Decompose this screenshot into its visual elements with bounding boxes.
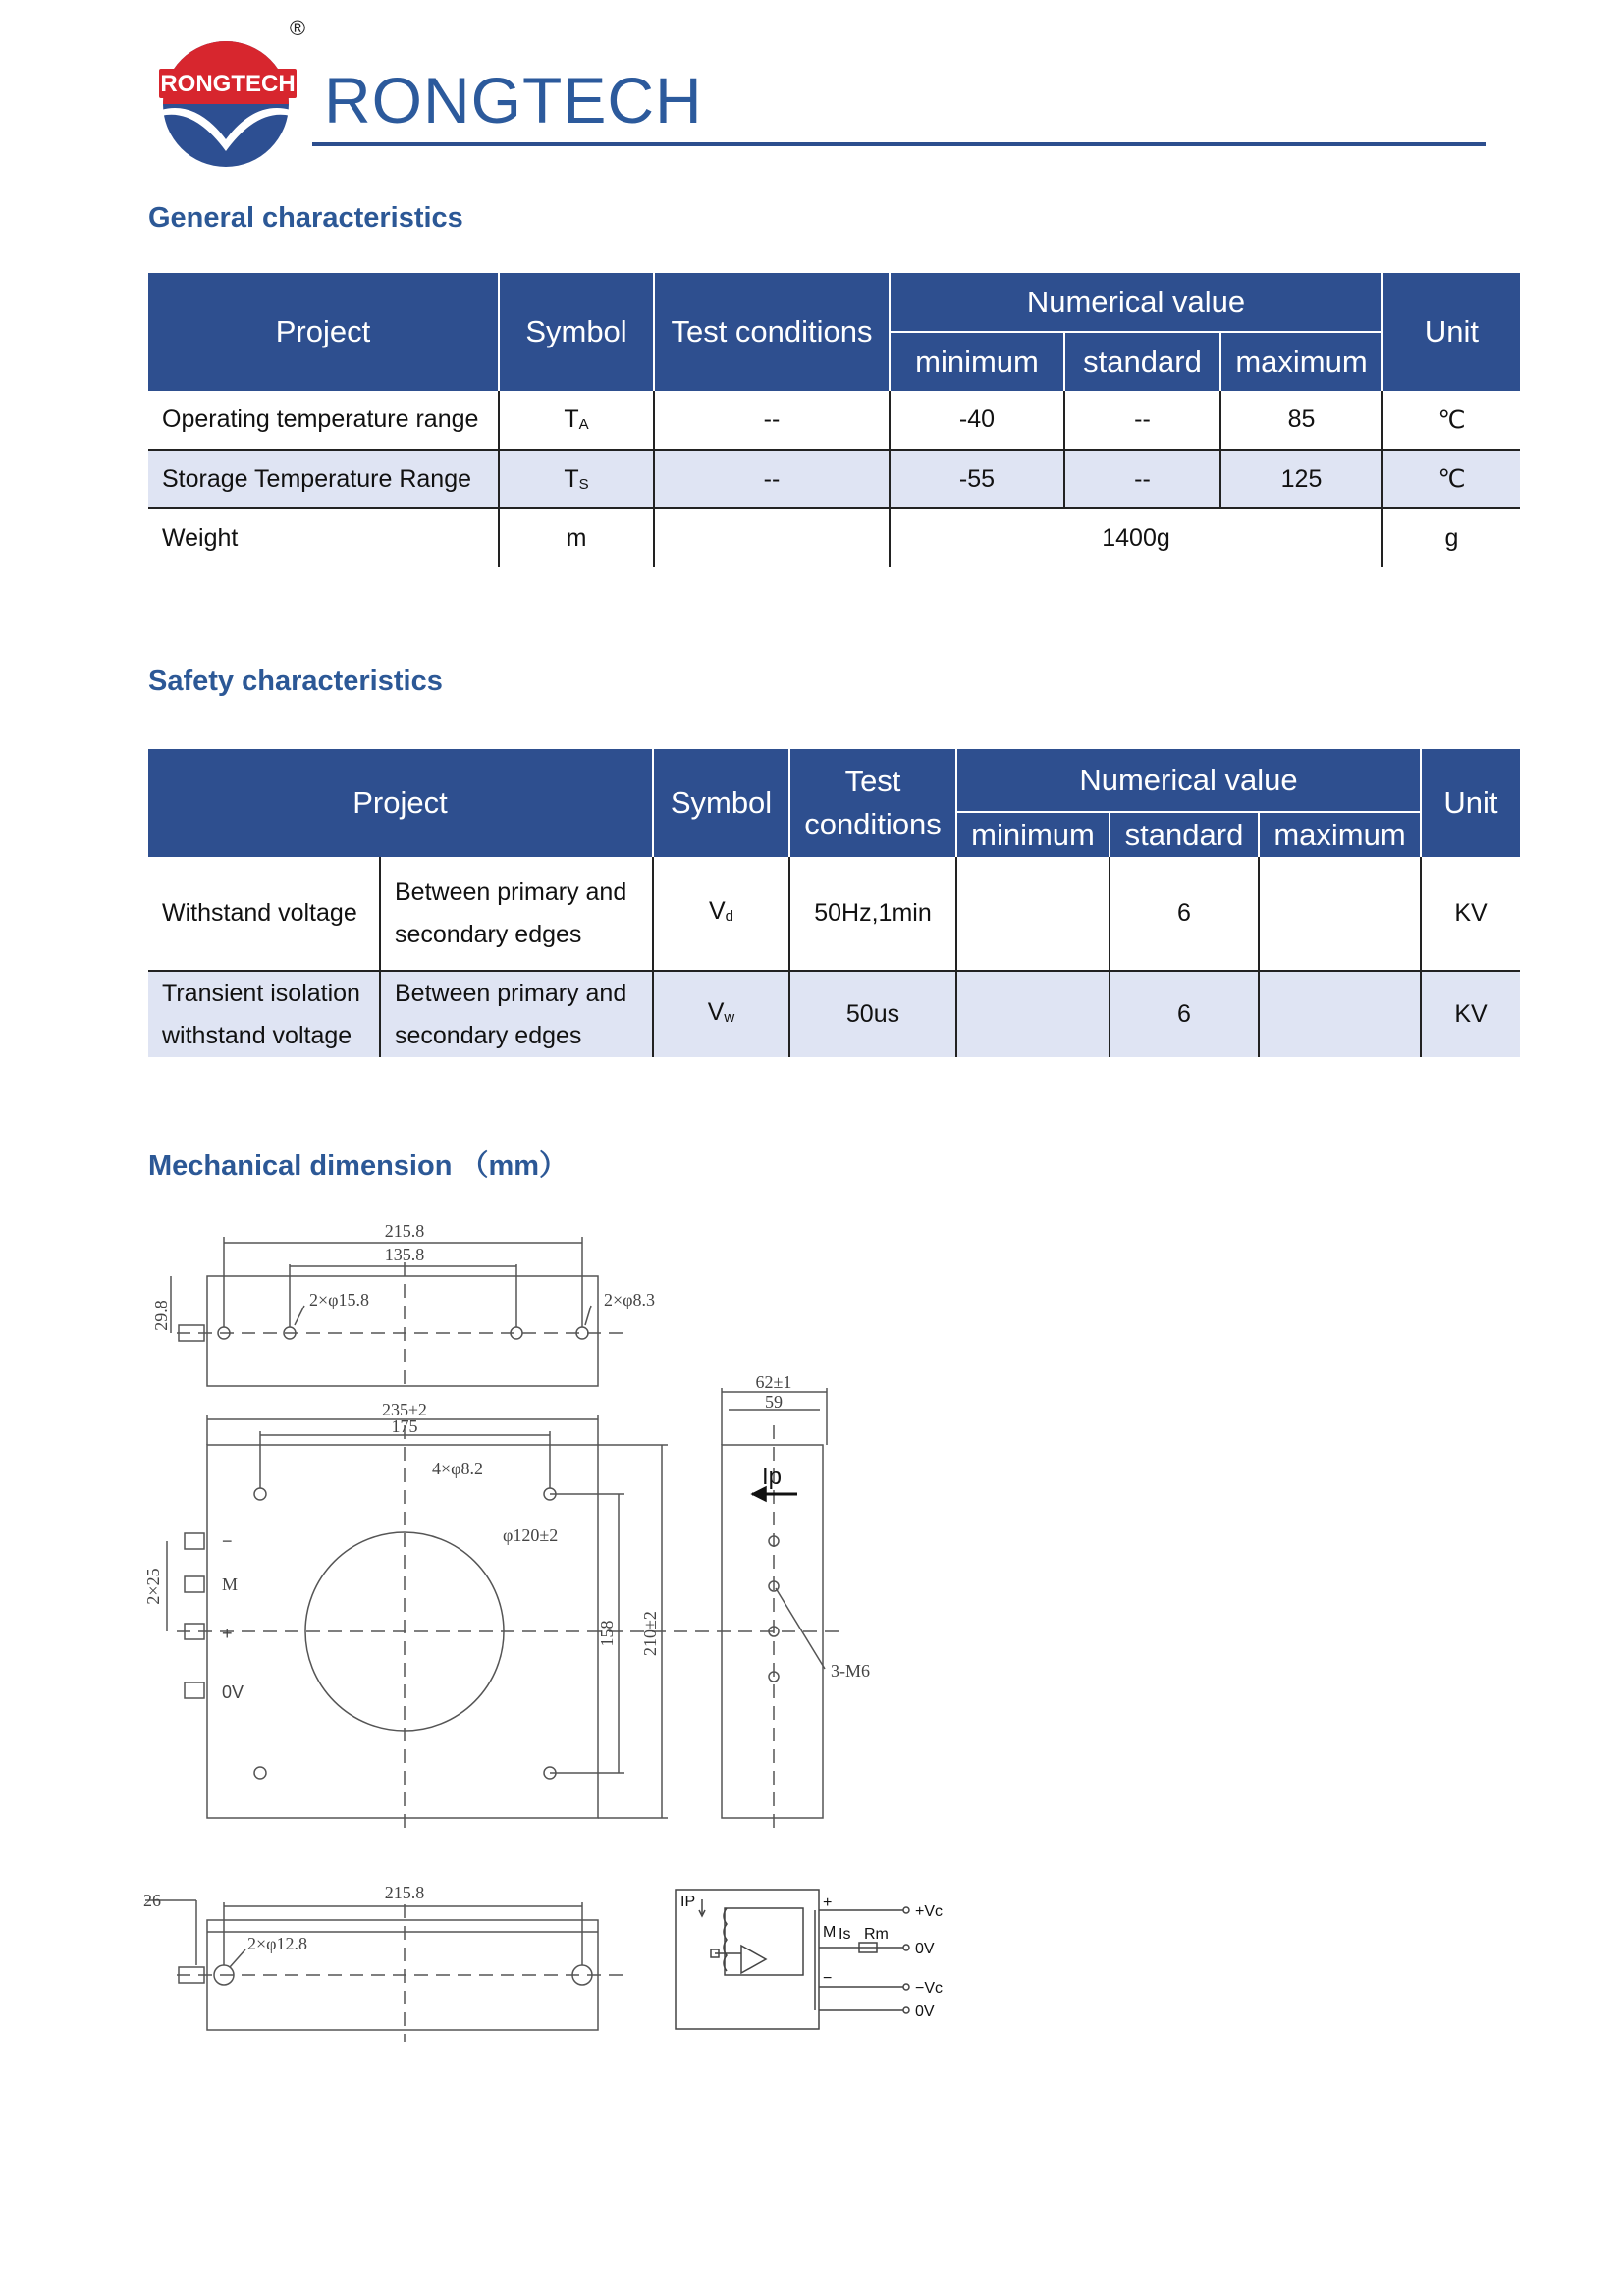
cell-max: 125	[1220, 450, 1382, 508]
cell-min: -55	[890, 450, 1064, 508]
general-characteristics-table	[148, 273, 1520, 567]
dim-235: 235±2	[382, 1400, 427, 1419]
dim-2x-15-8: 2×φ15.8	[309, 1290, 370, 1309]
table-row	[148, 450, 1520, 508]
header-test-conditions: Test conditions	[789, 749, 956, 857]
mechanical-dimension-title: Mechanical dimension （mm）	[148, 1150, 568, 1182]
cell-max	[1259, 857, 1421, 971]
header-maximum: maximum	[1220, 332, 1382, 391]
dim-26: 26	[143, 1891, 161, 1910]
general-characteristics-title: General characteristics	[148, 202, 463, 234]
circuit-rm-label: Rm	[864, 1926, 889, 1943]
cell-weight-value: 1400g	[890, 508, 1382, 567]
header-numerical-value: Numerical value	[890, 273, 1382, 332]
pin-m-label: M	[222, 1575, 239, 1594]
table-row	[148, 857, 1520, 971]
circuit-vc-pos-label: +Vc	[915, 1903, 944, 1920]
circuit-m-label: M	[823, 1924, 837, 1941]
header-unit: Unit	[1421, 749, 1520, 857]
logo-text: RONGTECH	[160, 71, 296, 97]
cell-unit: ℃	[1382, 450, 1520, 508]
circuit-0v-label-1: 0V	[915, 1941, 935, 1957]
table-row	[148, 508, 1520, 567]
cell-project-detail: Between primary and secondary edges	[380, 971, 653, 1057]
cell-max	[1259, 971, 1421, 1057]
header-unit: Unit	[1382, 273, 1520, 391]
rongtech-logo	[147, 14, 314, 167]
circuit-vc-neg-label: −Vc	[915, 1980, 944, 1997]
cell-unit: ℃	[1382, 391, 1520, 450]
dim-158: 158	[597, 1620, 617, 1647]
cell-test: --	[654, 391, 890, 450]
header-project: Project	[148, 273, 499, 391]
dim-29-8: 29.8	[151, 1300, 171, 1331]
header-symbol: Symbol	[499, 273, 654, 391]
cell-test: 50Hz,1min	[789, 857, 956, 971]
cell-symbol: $T_A$	[499, 391, 654, 450]
dim-135-8: 135.8	[384, 1245, 425, 1264]
cell-std: --	[1064, 450, 1220, 508]
ip-arrow-label: Ip	[762, 1464, 783, 1490]
header-rule	[312, 142, 1486, 146]
dim-210: 210±2	[640, 1611, 660, 1656]
side-view	[722, 1372, 870, 1836]
cell-symbol: $T_S$	[499, 450, 654, 508]
cell-test: 50us	[789, 971, 956, 1057]
cell-symbol: $V_w$	[653, 971, 789, 1057]
cell-min	[956, 857, 1110, 971]
dim-3-m6: 3-M6	[831, 1661, 870, 1681]
bottom-view	[143, 1883, 628, 2042]
dim-175: 175	[391, 1416, 418, 1436]
cell-test: --	[654, 450, 890, 508]
cell-project-detail: Between primary and secondary edges	[380, 857, 653, 971]
cell-symbol: m	[499, 508, 654, 567]
pin-minus-label: −	[222, 1531, 233, 1551]
cell-project: Storage Temperature Range	[148, 450, 499, 508]
dim-62: 62±1	[755, 1372, 792, 1392]
dim-120: φ120±2	[503, 1525, 559, 1545]
cell-max: 85	[1220, 391, 1382, 450]
cell-std: 6	[1110, 971, 1259, 1057]
cell-std: --	[1064, 391, 1220, 450]
dim-215-8: 215.8	[384, 1221, 425, 1241]
header-symbol: Symbol	[653, 749, 789, 857]
circuit-ip-label: IP	[680, 1894, 696, 1910]
table-row	[148, 391, 1520, 450]
header-numerical-value: Numerical value	[956, 749, 1421, 812]
circuit-minus-label: −	[823, 1970, 833, 1987]
header-project: Project	[148, 749, 653, 857]
cell-unit: g	[1382, 508, 1520, 567]
header-standard: standard	[1110, 812, 1259, 857]
cell-project: Transient isolation withstand voltage	[148, 971, 380, 1057]
cell-unit: KV	[1421, 857, 1520, 971]
dim-2x-12-8: 2×φ12.8	[247, 1934, 308, 1953]
header-minimum: minimum	[956, 812, 1110, 857]
circuit-plus-label: +	[823, 1895, 833, 1911]
circuit-0v-label-2: 0V	[915, 2003, 935, 2020]
dim-215-8-bottom: 215.8	[384, 1883, 425, 1902]
dim-4x-8-2: 4×φ8.2	[432, 1459, 484, 1478]
cell-min	[956, 971, 1110, 1057]
cell-min: -40	[890, 391, 1064, 450]
safety-characteristics-table	[148, 749, 1520, 1057]
header-standard: standard	[1064, 332, 1220, 391]
safety-characteristics-title: Safety characteristics	[148, 666, 443, 697]
cell-project: Withstand voltage	[162, 899, 357, 927]
brand-name: RONGTECH	[324, 64, 703, 136]
header-maximum: maximum	[1259, 812, 1421, 857]
header-test-conditions: Test conditions	[654, 273, 890, 391]
circuit-schematic	[676, 1890, 943, 2029]
front-view	[143, 1400, 844, 1836]
table-row	[148, 971, 1520, 1057]
dim-59: 59	[765, 1392, 783, 1412]
pin-plus-label: +	[222, 1624, 233, 1643]
dim-2x25: 2×25	[143, 1568, 163, 1605]
dim-2x-8-3: 2×φ8.3	[604, 1290, 656, 1309]
cell-unit: KV	[1421, 971, 1520, 1057]
registered-mark: ®	[289, 16, 306, 40]
header-minimum: minimum	[890, 332, 1064, 391]
cell-std: 6	[1110, 857, 1259, 971]
mechanical-drawing	[137, 1207, 982, 2071]
cell-project: Weight	[148, 508, 499, 567]
cell-project: Operating temperature range	[162, 405, 479, 433]
circuit-is-label: Is	[839, 1926, 851, 1943]
top-view	[151, 1221, 655, 1386]
cell-symbol: $V_d$	[653, 857, 789, 971]
pin-0v-label: 0V	[222, 1682, 244, 1702]
cell-test	[654, 508, 890, 567]
